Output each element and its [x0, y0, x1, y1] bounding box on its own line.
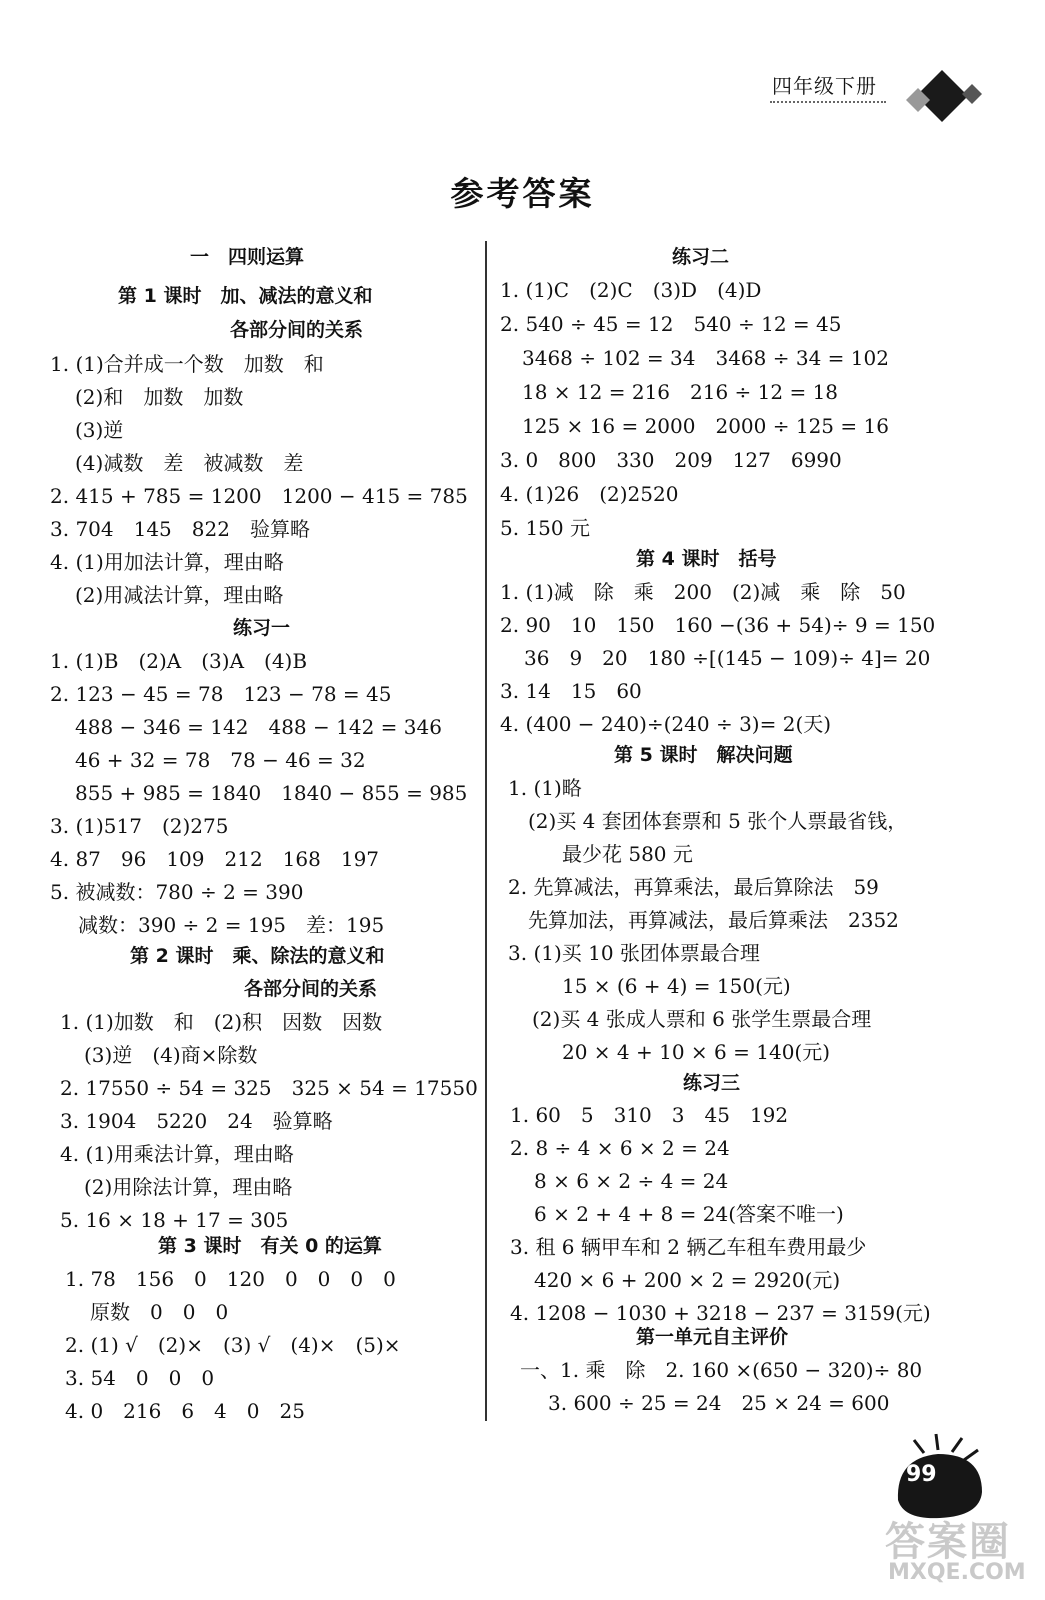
column-divider: [485, 241, 487, 1421]
answer-line: 3. (1)517 (2)275: [50, 814, 229, 838]
answer-line: 4. (1)用乘法计算，理由略: [60, 1142, 294, 1166]
grade-label: 四年级下册: [772, 74, 877, 98]
answer-line: 2. 8 ÷ 4 × 6 × 2 = 24: [510, 1136, 730, 1160]
answer-line: 855 + 985 = 1840 1840 − 855 = 985: [75, 781, 468, 805]
answer-line: (4)减数 差 被减数 差: [75, 451, 304, 475]
section-heading: 第一单元自主评价: [636, 1326, 789, 1348]
answer-line: (2)买 4 套团体套票和 5 张个人票最省钱，: [528, 809, 908, 833]
answer-line: 原数 0 0 0: [90, 1300, 229, 1324]
section-heading: 第 5 课时 解决问题: [614, 744, 793, 766]
answer-line: 4. (400 − 240)÷(240 ÷ 3)= 2(天): [500, 712, 832, 736]
answer-line: 8 × 6 × 2 ÷ 4 = 24: [534, 1169, 729, 1193]
grade-underline: [770, 101, 886, 103]
answer-line: (3)逆: [75, 418, 124, 442]
answer-line: 18 × 12 = 216 216 ÷ 12 = 18: [522, 380, 839, 404]
answer-line: 2. (1) √ (2)× (3) √ (4)× (5)×: [65, 1333, 401, 1357]
answer-line: 15 × (6 + 4) = 150(元): [562, 974, 791, 998]
answer-line: (2)和 加数 加数: [75, 385, 244, 409]
answer-line: 2. 先算减法，再算乘法，最后算除法 59: [508, 875, 879, 899]
answer-line: 3. 租 6 辆甲车和 2 辆乙车租车费用最少: [510, 1235, 867, 1259]
answer-line: 1. (1)C (2)C (3)D (4)D: [500, 278, 762, 302]
answer-line: 3. 600 ÷ 25 = 24 25 × 24 = 600: [548, 1391, 890, 1415]
page-number: 99: [906, 1462, 937, 1487]
answer-line: 3468 ÷ 102 = 34 3468 ÷ 34 = 102: [522, 346, 889, 370]
answer-line: 4. (1)用加法计算，理由略: [50, 550, 284, 574]
section-heading: 第 2 课时 乘、除法的意义和: [130, 945, 385, 967]
answer-line: 3. 54 0 0 0: [65, 1366, 215, 1390]
answer-line: (2)买 4 张成人票和 6 张学生票最合理: [532, 1007, 872, 1031]
section-heading: 练习一: [233, 617, 291, 639]
answer-line: 1. (1)合并成一个数 加数 和: [50, 352, 324, 376]
answer-line: 4. 1208 − 1030 + 3218 − 237 = 3159(元): [510, 1301, 931, 1325]
answer-line: 420 × 6 + 200 × 2 = 2920(元): [534, 1268, 841, 1292]
page-title: 参考答案: [450, 174, 595, 213]
answer-line: 2. 415 + 785 = 1200 1200 − 415 = 785: [50, 484, 468, 508]
answer-line: 4. (1)26 (2)2520: [500, 482, 679, 506]
answer-line: 5. 150 元: [500, 516, 590, 540]
answer-line: 2. 540 ÷ 45 = 12 540 ÷ 12 = 45: [500, 312, 842, 336]
section-heading: 各部分间的关系: [230, 319, 364, 341]
answer-line: 3. 14 15 60: [500, 679, 642, 703]
answer-line: 2. 90 10 150 160 −(36 + 54)÷ 9 = 150: [500, 613, 936, 637]
watermark-url: MXQE.COM: [888, 1560, 1026, 1585]
section-heading: 各部分间的关系: [244, 978, 378, 1000]
answer-line: 36 9 20 180 ÷[(145 − 109)÷ 4]= 20: [524, 646, 931, 670]
answer-line: 125 × 16 = 2000 2000 ÷ 125 = 16: [522, 414, 889, 438]
answer-line: 减数：390 ÷ 2 = 195 差：195: [78, 913, 385, 937]
section-heading: 第 4 课时 括号: [636, 548, 777, 570]
section-heading: 练习二: [672, 246, 730, 268]
answer-line: 5. 被减数：780 ÷ 2 = 390: [50, 880, 304, 904]
answer-line: 1. 60 5 310 3 45 192: [510, 1103, 789, 1127]
answer-line: 46 + 32 = 78 78 − 46 = 32: [75, 748, 366, 772]
answer-line: 一、1. 乘 除 2. 160 ×(650 − 320)÷ 80: [520, 1358, 923, 1382]
section-heading: 练习三: [683, 1072, 741, 1094]
answer-line: 5. 16 × 18 + 17 = 305: [60, 1208, 289, 1232]
diamond-icon: [896, 66, 986, 126]
answer-line: 20 × 4 + 10 × 6 = 140(元): [562, 1040, 831, 1064]
section-heading: 一 四则运算: [190, 246, 305, 268]
answer-line: 1. (1)B (2)A (3)A (4)B: [50, 649, 308, 673]
watermark-logo: 答案圈: [885, 1519, 1011, 1565]
answer-line: 1. 78 156 0 120 0 0 0 0: [65, 1267, 396, 1291]
answer-line: 1. (1)略: [508, 776, 582, 800]
answer-line: 3. 1904 5220 24 验算略: [60, 1109, 333, 1133]
answer-line: (3)逆 (4)商×除数: [84, 1043, 258, 1067]
answer-line: 先算加法，再算减法，最后算乘法 2352: [528, 908, 899, 932]
answer-line: 3. (1)买 10 张团体票最合理: [508, 941, 760, 965]
answer-line: 3. 704 145 822 验算略: [50, 517, 310, 541]
answer-line: 4. 0 216 6 4 0 25: [65, 1399, 305, 1423]
answer-line: (2)用除法计算，理由略: [84, 1175, 293, 1199]
answer-line: (2)用减法计算，理由略: [75, 583, 284, 607]
answer-line: 488 − 346 = 142 488 − 142 = 346: [75, 715, 442, 739]
section-heading: 第 3 课时 有关 0 的运算: [158, 1235, 382, 1257]
answer-line: 2. 17550 ÷ 54 = 325 325 × 54 = 17550: [60, 1076, 478, 1100]
answer-line: 最少花 580 元: [562, 842, 693, 866]
answer-line: 1. (1)减 除 乘 200 (2)减 乘 除 50: [500, 580, 906, 604]
answer-line: 3. 0 800 330 209 127 6990: [500, 448, 842, 472]
answer-line: 4. 87 96 109 212 168 197: [50, 847, 380, 871]
section-heading: 第 1 课时 加、减法的意义和: [118, 285, 373, 307]
answer-line: 2. 123 − 45 = 78 123 − 78 = 45: [50, 682, 392, 706]
answer-line: 1. (1)加数 和 (2)积 因数 因数: [60, 1010, 383, 1034]
answer-line: 6 × 2 + 4 + 8 = 24(答案不唯一): [534, 1202, 844, 1226]
